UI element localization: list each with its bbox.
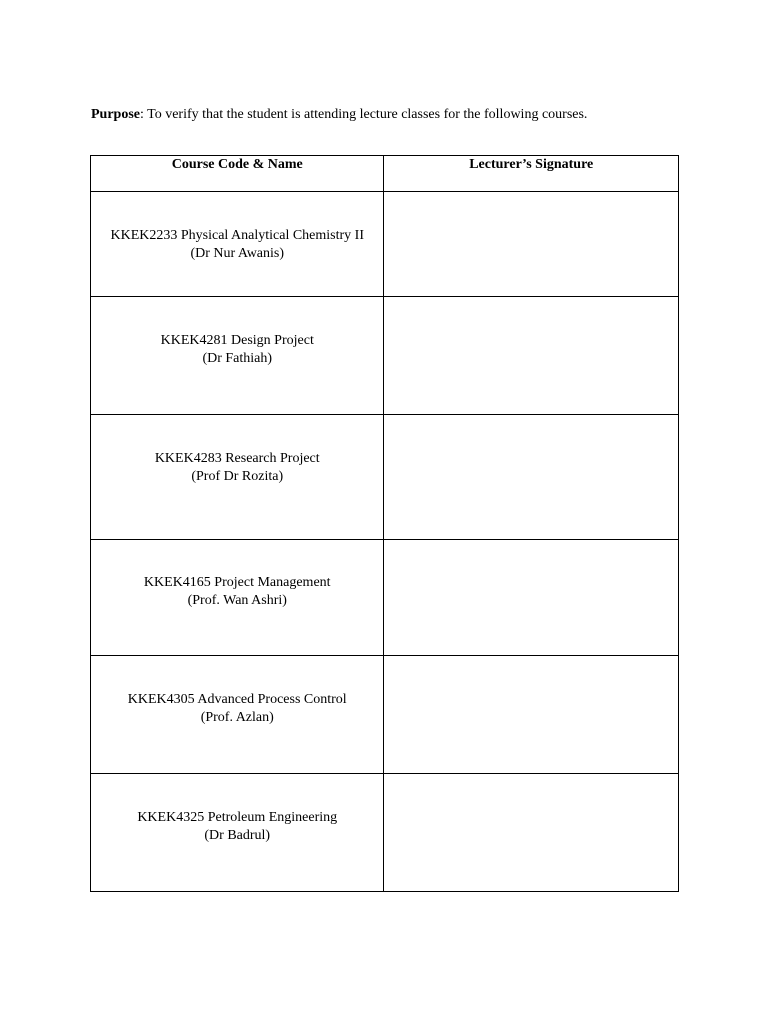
lecturer-name: (Dr Badrul) <box>204 828 271 843</box>
lecturer-name: (Dr Nur Awanis) <box>190 246 285 261</box>
table-header-row <box>91 156 679 192</box>
course-column-header: Course Code & Name <box>91 156 384 192</box>
purpose-label: Purpose <box>91 107 140 122</box>
table-row <box>91 192 679 297</box>
course-cell <box>91 656 384 774</box>
table-row <box>91 415 679 540</box>
signature-column-header: Lecturer’s Signature <box>384 156 679 192</box>
course-cell <box>91 774 384 892</box>
signature-cell[interactable] <box>384 540 679 656</box>
table-row <box>91 297 679 415</box>
course-signature-table <box>90 155 679 892</box>
lecturer-name: (Prof. Wan Ashri) <box>187 593 287 608</box>
signature-cell[interactable] <box>384 656 679 774</box>
course-name: KKEK2233 Physical Analytical Chemistry II <box>110 228 364 243</box>
table-row <box>91 774 679 892</box>
lecturer-name: (Prof. Azlan) <box>200 710 274 725</box>
lecturer-name: (Dr Fathiah) <box>202 351 273 366</box>
course-cell <box>91 192 384 297</box>
table-row <box>91 656 679 774</box>
course-cell <box>91 540 384 656</box>
purpose-text: : To verify that the student is attending lecture classes for the following courses. <box>140 107 588 122</box>
course-name: KKEK4283 Research Project <box>154 451 320 466</box>
signature-cell[interactable] <box>384 297 679 415</box>
course-cell <box>91 297 384 415</box>
purpose-statement <box>91 106 587 124</box>
course-name: KKEK4281 Design Project <box>160 333 314 348</box>
table-row <box>91 540 679 656</box>
course-name: KKEK4325 Petroleum Engineering <box>137 810 338 825</box>
signature-cell[interactable] <box>384 415 679 540</box>
course-name: KKEK4305 Advanced Process Control <box>127 692 347 707</box>
signature-cell[interactable] <box>384 192 679 297</box>
lecturer-name: (Prof Dr Rozita) <box>191 469 284 484</box>
signature-cell[interactable] <box>384 774 679 892</box>
course-cell <box>91 415 384 540</box>
course-name: KKEK4165 Project Management <box>143 575 331 590</box>
